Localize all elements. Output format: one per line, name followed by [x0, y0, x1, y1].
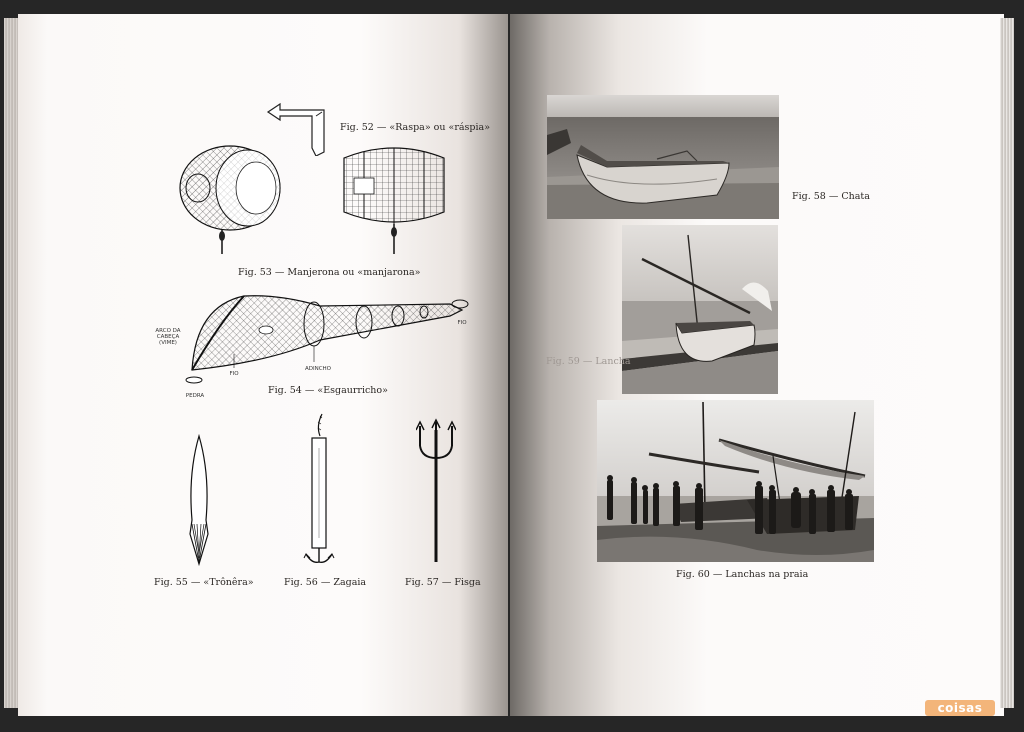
fig54-label-arco: ARCO DA CABEÇA (VIME): [155, 328, 181, 346]
fig54-label-pedra: PEDRA: [185, 393, 205, 399]
fig59-caption: Fig. 59 — Lancha: [546, 356, 631, 367]
page-edges-left: [4, 18, 18, 708]
fig57-caption: Fig. 57 — Fisga: [405, 577, 481, 588]
fig60-caption: Fig. 60 — Lanchas na praia: [676, 569, 809, 580]
fig55-caption: Fig. 55 — «Trônêra»: [154, 577, 254, 588]
fig54-caption: Fig. 54 — «Esgaurricho»: [268, 385, 388, 396]
fig53-manjerona-side-drawing: [340, 146, 448, 256]
fig56-zagaia-drawing: [302, 412, 336, 568]
fig60-lanchas-na-praia-photo: [597, 400, 874, 562]
fig58-chata-photo: [547, 95, 779, 219]
fig55-tronera-drawing: [184, 434, 214, 568]
site-watermark-logo: coisas: [925, 700, 995, 716]
fig54-label-fio-left: FIO: [229, 371, 239, 377]
fig54-label-fio-right: FIO: [457, 320, 467, 326]
fig53-caption: Fig. 53 — Manjerona ou «manjarona»: [238, 267, 421, 278]
fig54-label-adincho: ADINCHO: [304, 366, 332, 372]
fig52-caption: Fig. 52 — «Raspa» ou «ráspia»: [340, 122, 491, 133]
fig57-fisga-drawing: [416, 418, 456, 566]
page-edges-right: [1000, 18, 1014, 708]
fig59-lancha-photo: [622, 225, 778, 394]
fig58-caption: Fig. 58 — Chata: [792, 191, 870, 202]
fig53-manjerona-front-drawing: [178, 144, 288, 256]
fig56-caption: Fig. 56 — Zagaia: [284, 577, 367, 588]
